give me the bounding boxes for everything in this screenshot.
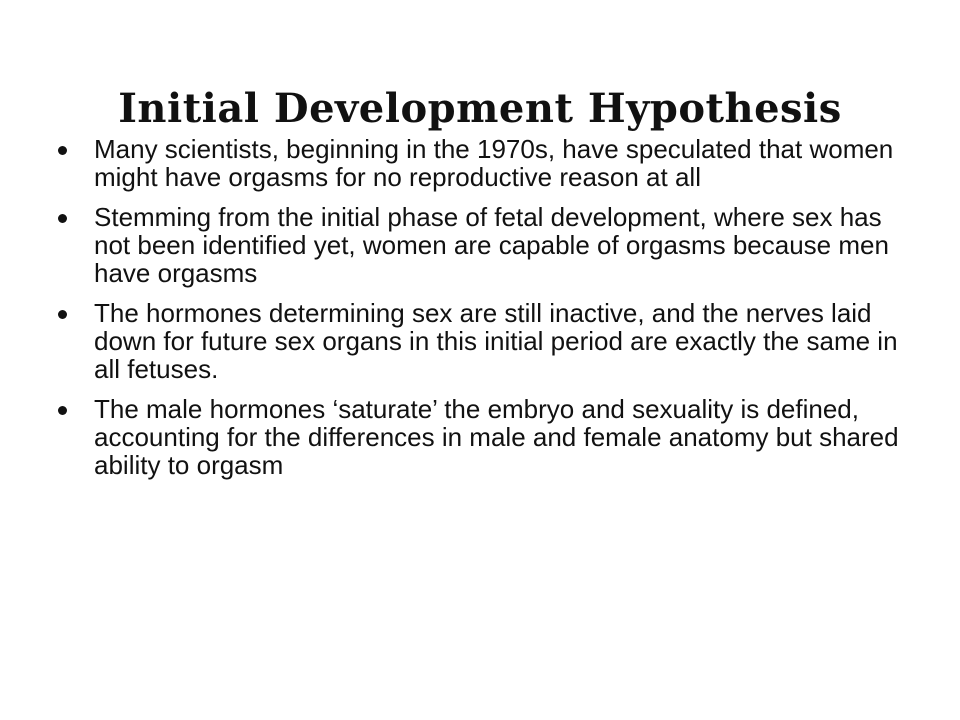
slide-title: Initial Development Hypothesis: [118, 84, 842, 132]
bullet-icon: [58, 214, 67, 223]
bullet-icon: [58, 146, 67, 155]
bullet-list: [58, 135, 918, 491]
bullet-text: Many scientists, beginning in the 1970s, have speculated that women might have orgasms for no reproductive reason at all: [94, 134, 894, 192]
bullet-item: [58, 395, 918, 479]
bullet-item: [58, 299, 918, 383]
bullet-item: [58, 135, 918, 191]
bullet-icon: [58, 406, 67, 415]
bullet-item: [58, 203, 918, 287]
bullet-text: The hormones determining sex are still inactive, and the nerves laid down for future sex organs in this initial period are exactly the same in all fetuses.: [94, 298, 898, 384]
bullet-text: Stemming from the initial phase of fetal development, where sex has not been identified yet, women are capable of orgasms because men have orgasms: [94, 202, 889, 288]
bullet-text: The male hormones ‘saturate’ the embryo and sexuality is defined, accounting for the differences in male and female anatomy but shared ability to orgasm: [94, 394, 899, 480]
bullet-icon: [58, 310, 67, 319]
